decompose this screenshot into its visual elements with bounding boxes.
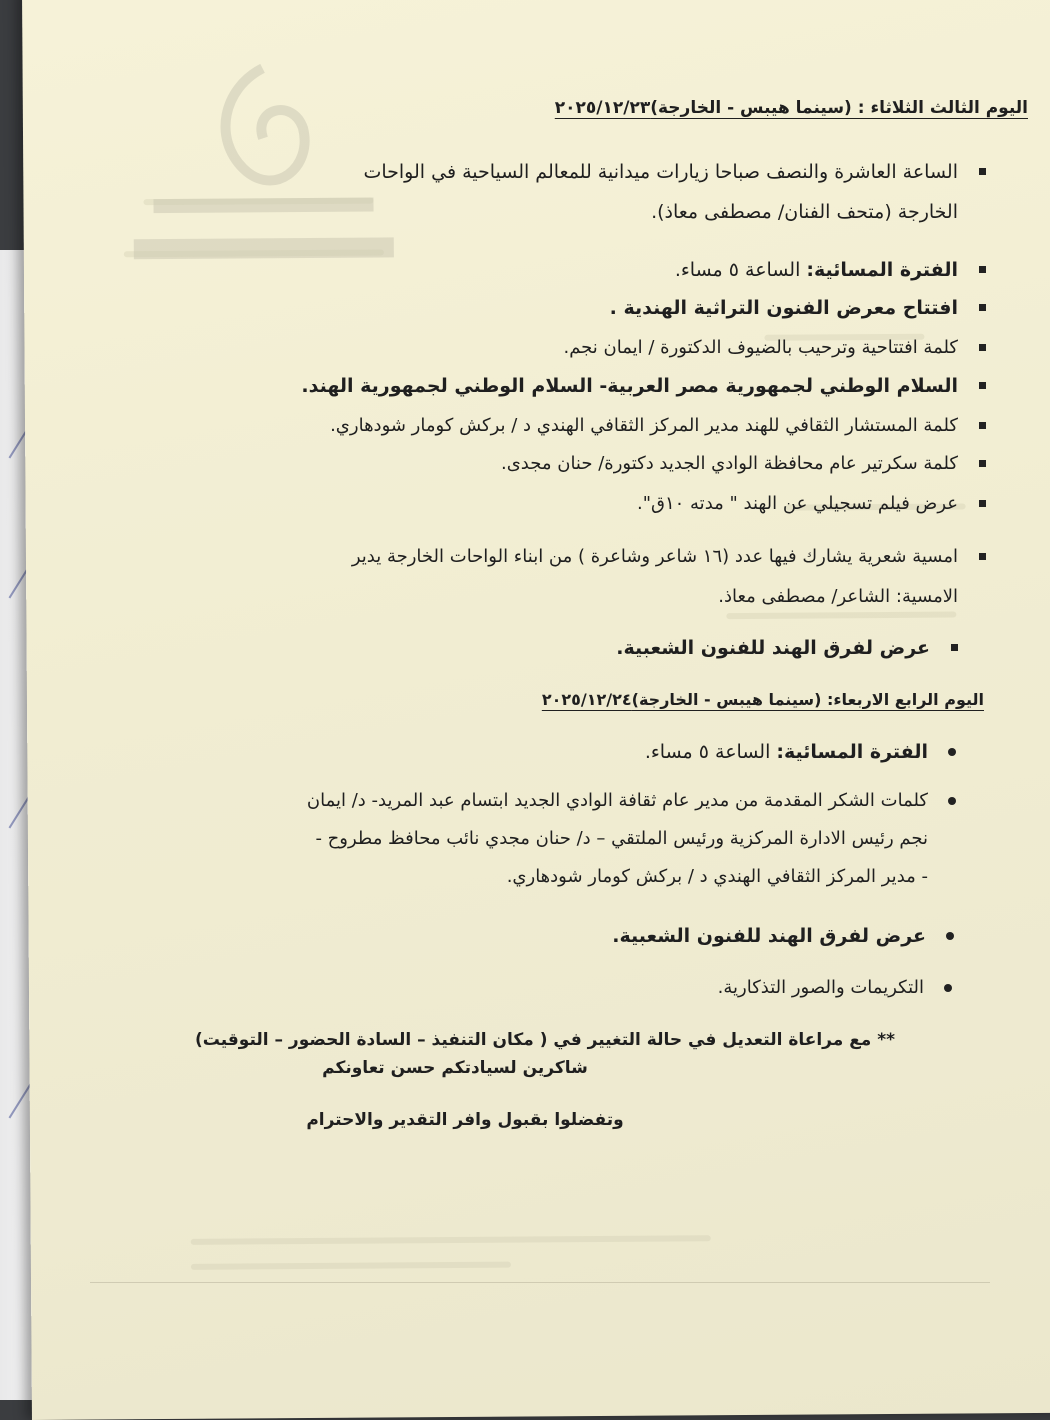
list-item: [40, 366, 958, 406]
list-item: [40, 732, 928, 772]
round-bullet: [944, 984, 952, 992]
square-bullet: [951, 644, 958, 651]
day3-heading: اليوم الثالث الثلاثاء : (سينما هيبس - الخارجة)٢٠٢٥/١٢/٢٣: [554, 98, 1028, 118]
list-item: [40, 444, 958, 484]
square-bullet: [979, 168, 986, 175]
list-item-text: كلمة المستشار الثقافي للهند مدير المركز الثقافي الهندي د / بركش كومار شودهاري.: [330, 415, 958, 436]
square-bullet: [979, 266, 986, 273]
round-bullet: [948, 748, 956, 756]
closing-regards: وتفضلوا بقبول وافر التقدير والاحترام: [306, 1110, 624, 1130]
closing-note: ** مع مراعاة التعديل في حالة التغيير في ( مكان التنفيذ – السادة الحضور – التوقيت): [194, 1030, 896, 1050]
period-label: الفترة المسائية:: [806, 259, 958, 281]
list-item: [40, 782, 928, 896]
list-item: [40, 250, 958, 290]
list-item: [40, 484, 958, 524]
list-item-text: عرض فيلم تسجيلي عن الهند " مدته ١٠ق".: [637, 493, 958, 514]
square-bullet: [979, 500, 986, 507]
list-item-line: امسية شعرية يشارك فيها عدد (١٦ شاعر وشاعرة ) من ابناء الواحات الخارجة يدير: [351, 546, 958, 567]
list-item-line: نجم رئيس الادارة المركزية ورئيس الملتقي – د/ حنان مجدي نائب محافظ مطروح -: [315, 828, 928, 849]
list-item: [40, 968, 924, 1008]
period-time: الساعة ٥ مساء.: [674, 259, 807, 281]
square-bullet: [979, 422, 986, 429]
square-bullet: [979, 460, 986, 467]
list-item-text: السلام الوطني لجمهورية مصر العربية- السلام الوطني لجمهورية الهند.: [301, 375, 958, 397]
list-item-text: التكريمات والصور التذكارية.: [717, 977, 924, 998]
list-item: [40, 406, 958, 446]
list-item-line: الساعة العاشرة والنصف صباحا زيارات ميدانية للمعالم السياحية في الواحات: [363, 161, 958, 183]
period-label: الفترة المسائية:: [776, 741, 928, 763]
footer-divider: [90, 1282, 990, 1283]
list-item: [40, 288, 958, 328]
list-item-line: - مدير المركز الثقافي الهندي د / بركش كومار شودهاري.: [506, 866, 928, 887]
list-item-text: كلمة افتتاحية وترحيب بالضيوف الدكتورة / ايمان نجم.: [563, 337, 958, 358]
list-item: [40, 916, 926, 956]
list-item-line: كلمات الشكر المقدمة من مدير عام ثقافة الوادي الجديد ابتسام عبد المريد- د/ ايمان: [306, 790, 928, 811]
round-bullet: [946, 932, 954, 940]
list-item-text: كلمة سكرتير عام محافظة الوادي الجديد دكتورة/ حنان مجدى.: [500, 453, 958, 474]
square-bullet: [979, 553, 986, 560]
list-item: [40, 328, 958, 368]
period-time: الساعة ٥ مساء.: [644, 741, 777, 763]
list-item: [40, 152, 958, 232]
list-item-text: عرض لفرق الهند للفنون الشعبية.: [616, 637, 930, 659]
closing-thanks: شاكرين لسيادتكم حسن تعاونكم: [322, 1058, 588, 1078]
square-bullet: [979, 382, 986, 389]
round-bullet: [948, 797, 956, 805]
list-item-line: الامسية: الشاعر/ مصطفى معاذ.: [718, 586, 958, 607]
list-item: [40, 628, 930, 668]
list-item: [40, 537, 958, 617]
list-item-text: عرض لفرق الهند للفنون الشعبية.: [612, 925, 926, 947]
square-bullet: [979, 344, 986, 351]
list-item-line: الخارجة (متحف الفنان/ مصطفى معاذ).: [651, 201, 958, 223]
list-item-text: افتتاح معرض الفنون التراثية الهندية .: [609, 297, 958, 319]
day4-heading: اليوم الرابع الاربعاء: (سينما هيبس - الخارجة)٢٠٢٥/١٢/٢٤: [541, 690, 984, 709]
square-bullet: [979, 304, 986, 311]
